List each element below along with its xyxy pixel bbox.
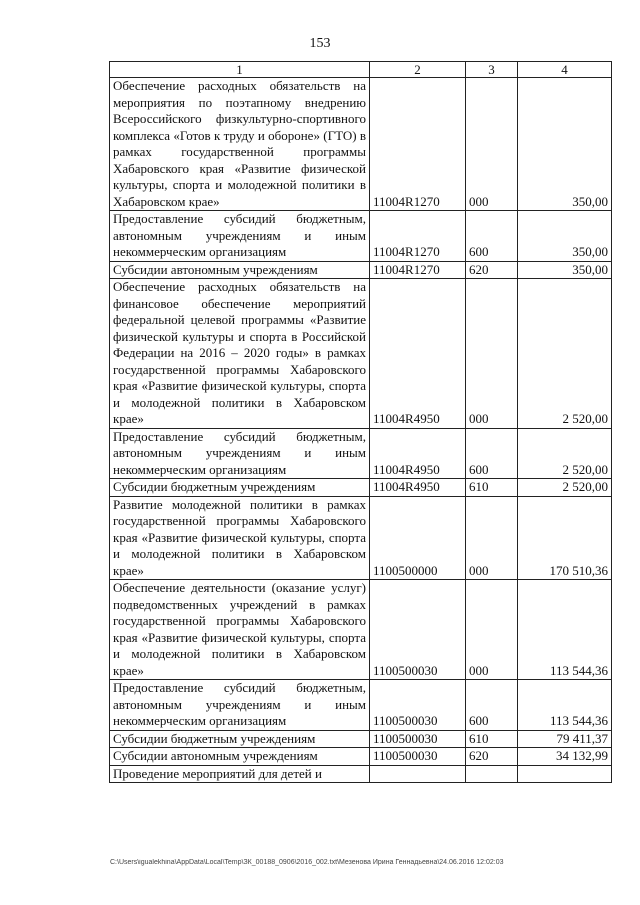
target-code: 11004R1270 xyxy=(370,78,466,211)
target-code: 11004R4950 xyxy=(370,279,466,429)
amount xyxy=(518,765,612,783)
column-header: 2 xyxy=(370,62,466,78)
target-code: 11004R4950 xyxy=(370,428,466,479)
expense-kind: 620 xyxy=(466,261,518,279)
amount: 2 520,00 xyxy=(518,479,612,497)
file-path-footer: C:\Users\igualekhina\AppData\Local\Temp\ЗК_00188_0906\2016_002.txt\Мезенова Ирина Геннадьевна\24.06.2016 12:02:03 xyxy=(110,859,504,866)
target-code: 1100500030 xyxy=(370,580,466,680)
page-number: 153 xyxy=(309,36,331,51)
target-code: 11004R1270 xyxy=(370,261,466,279)
target-code xyxy=(370,765,466,783)
expense-name: Предоставление субсидий бюджетным, автономным учреждениям и иным некоммерческим организациям xyxy=(110,428,370,479)
amount: 350,00 xyxy=(518,211,612,262)
expense-kind: 620 xyxy=(466,748,518,766)
expense-name: Субсидии автономным учреждениям xyxy=(110,261,370,279)
expense-name: Обеспечение расходных обязательств на мероприятия по поэтапному внедрению Всероссийского физкультурно-спортивного комплекса «Готов к труду и обороне» (ГТО) в рамках государственной программы Хабаровского края «Развитие физической культуры, спорта и молодежной политики в Хабаровском крае» xyxy=(110,78,370,211)
expense-name: Обеспечение деятельности (оказание услуг) подведомственных учреждений в рамках государственной программы Хабаровского края «Развитие физической культуры, спорта и молодежной политики в Хабаровском крае» xyxy=(110,580,370,680)
table-row xyxy=(110,748,612,766)
target-code: 1100500000 xyxy=(370,496,466,580)
target-code: 11004R4950 xyxy=(370,479,466,497)
target-code: 1100500030 xyxy=(370,748,466,766)
target-code: 1100500030 xyxy=(370,680,466,731)
expense-name: Субсидии бюджетным учреждениям xyxy=(110,730,370,748)
table-row xyxy=(110,78,612,211)
amount: 350,00 xyxy=(518,78,612,211)
table-row xyxy=(110,211,612,262)
table-row xyxy=(110,479,612,497)
expense-kind: 610 xyxy=(466,730,518,748)
amount: 79 411,37 xyxy=(518,730,612,748)
column-header: 3 xyxy=(466,62,518,78)
expense-name: Предоставление субсидий бюджетным, автономным учреждениям и иным некоммерческим организациям xyxy=(110,680,370,731)
amount: 170 510,36 xyxy=(518,496,612,580)
expense-name: Обеспечение расходных обязательств на финансовое обеспечение мероприятий федеральной целевой программы «Развитие физической культуры и спорта в Российской Федерации на 2016 – 2020 годы» в рамках государственной программы Хабаровского края «Развитие физической культуры, спорта и молодежной политики в Хабаровском крае» xyxy=(110,279,370,429)
column-header: 1 xyxy=(110,62,370,78)
expense-kind xyxy=(466,765,518,783)
amount: 113 544,36 xyxy=(518,680,612,731)
amount: 350,00 xyxy=(518,261,612,279)
expense-kind: 000 xyxy=(466,496,518,580)
expense-kind: 600 xyxy=(466,680,518,731)
amount: 113 544,36 xyxy=(518,580,612,680)
expense-kind: 000 xyxy=(466,580,518,680)
expense-kind: 600 xyxy=(466,428,518,479)
table-row xyxy=(110,261,612,279)
expense-name: Предоставление субсидий бюджетным, автономным учреждениям и иным некоммерческим организациям xyxy=(110,211,370,262)
expense-kind: 000 xyxy=(466,78,518,211)
expense-name: Субсидии бюджетным учреждениям xyxy=(110,479,370,497)
amount: 34 132,99 xyxy=(518,748,612,766)
expense-kind: 610 xyxy=(466,479,518,497)
table-row xyxy=(110,730,612,748)
target-code: 1100500030 xyxy=(370,730,466,748)
table-row xyxy=(110,428,612,479)
expense-name: Субсидии автономным учреждениям xyxy=(110,748,370,766)
table-row xyxy=(110,496,612,580)
expense-kind: 600 xyxy=(466,211,518,262)
table-row xyxy=(110,680,612,731)
expense-name: Проведение мероприятий для детей и xyxy=(110,765,370,783)
column-header: 4 xyxy=(518,62,612,78)
table-row xyxy=(110,580,612,680)
budget-table xyxy=(109,61,612,783)
table-row xyxy=(110,765,612,783)
expense-name: Развитие молодежной политики в рамках государственной программы Хабаровского края «Развитие физической культуры, спорта и молодежной политики в Хабаровском крае» xyxy=(110,496,370,580)
target-code: 11004R1270 xyxy=(370,211,466,262)
table-header-row xyxy=(110,62,612,78)
amount: 2 520,00 xyxy=(518,428,612,479)
amount: 2 520,00 xyxy=(518,279,612,429)
table-row xyxy=(110,279,612,429)
expense-kind: 000 xyxy=(466,279,518,429)
